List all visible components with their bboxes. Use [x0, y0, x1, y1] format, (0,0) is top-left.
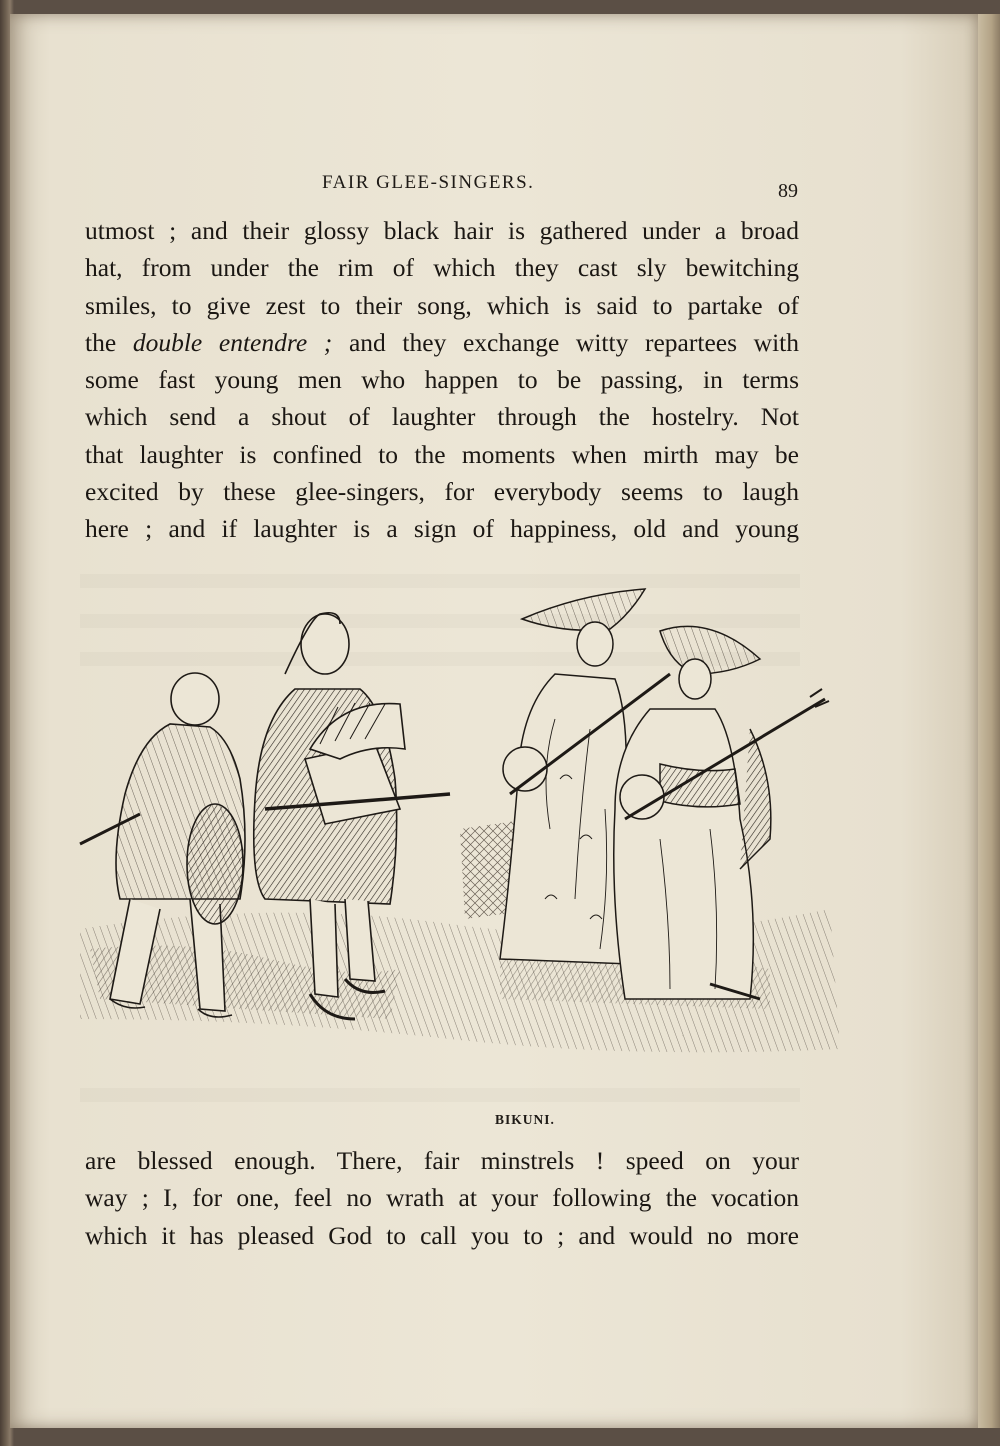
text-line-lead: the: [85, 327, 117, 357]
text-line: some fast young men who happen to be passing, in terms: [85, 365, 799, 395]
text-line: that laughter is confined to the moments when mirth may be: [85, 439, 799, 469]
text-line: which send a shout of laughter through the hostelry. Not: [85, 402, 799, 432]
text-line: way ; I, for one, feel no wrath at your following the vocation: [85, 1183, 799, 1213]
running-title: FAIR GLEE-SINGERS.: [322, 172, 535, 193]
text-line: excited by these glee-singers, for everybody seems to laugh: [85, 477, 799, 507]
text-line: smiles, to give zest to their song, which is said to partake of: [85, 290, 799, 320]
engraving-illustration: [70, 579, 840, 1079]
figure-caption: BIKUNI.: [495, 1112, 555, 1127]
text-line: which it has pleased God to call you to ; and would no more: [85, 1220, 799, 1250]
text-line: are blessed enough. There, fair minstrels ! speed on your: [85, 1146, 799, 1175]
running-header: [10, 164, 978, 202]
text-line: hat, from under the rim of which they cast sly bewitching: [85, 253, 799, 283]
page-number: 89: [778, 180, 798, 202]
show-through: [80, 1088, 800, 1102]
body-text-top: [85, 212, 799, 548]
text-line: here ; and if laughter is a sign of happiness, old and young: [85, 514, 799, 544]
text-line: utmost ; and their glossy black hair is gathered under a broad: [85, 216, 799, 245]
book-page: [10, 14, 978, 1428]
page-edge: [978, 14, 1000, 1428]
text-line-rest: and they exchange witty repartees with: [348, 327, 799, 357]
text-line-italic-phrase: [85, 324, 799, 361]
body-text-bottom: [85, 1142, 799, 1254]
italic-phrase: double entendre ;: [132, 327, 333, 357]
